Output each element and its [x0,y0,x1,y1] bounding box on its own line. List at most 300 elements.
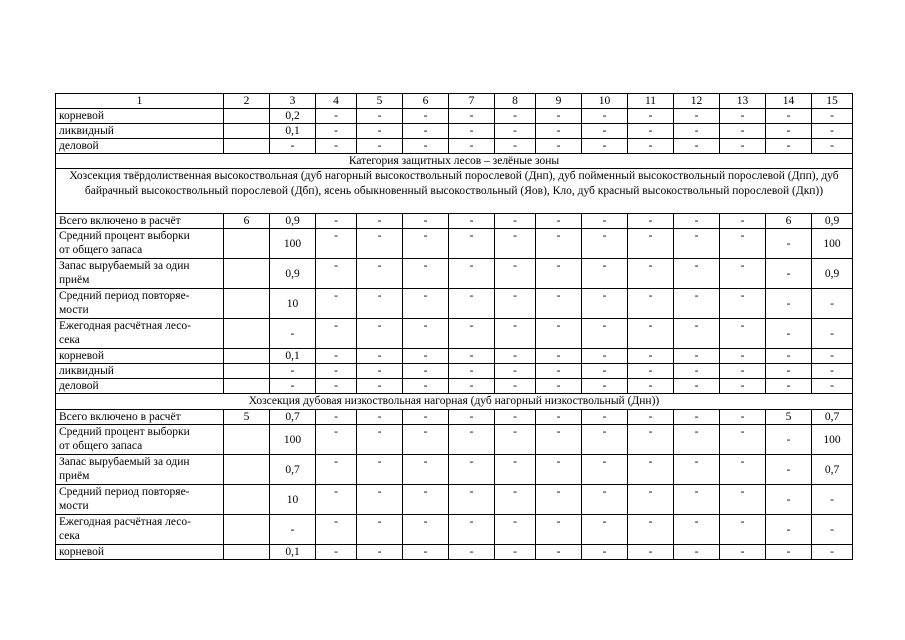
column-header: 9 [536,94,582,109]
table-cell: - [357,485,403,515]
table-cell: - [674,229,720,259]
table-cell: - [316,109,357,124]
table-cell: - [316,515,357,545]
table-cell: - [628,349,674,364]
table-cell: - [495,259,536,289]
table-cell: - [357,545,403,560]
cell-col2 [224,259,270,289]
table-cell: - [403,139,449,154]
column-header: 13 [720,94,766,109]
table-row [56,379,853,394]
row-label-line: приём [59,274,90,286]
row-label [56,259,224,289]
table-cell: - [720,109,766,124]
table-cell: - [495,515,536,545]
table-cell: - [316,425,357,455]
row-label [56,229,224,259]
cell-col2 [224,379,270,394]
table-cell: - [357,349,403,364]
cell-col14: - [766,349,812,364]
cell-col3: 0,9 [270,214,316,229]
table-cell: - [720,319,766,349]
table-cell: - [403,124,449,139]
table-cell: - [582,349,628,364]
table-cell: - [536,410,582,425]
cell-col15: 0,9 [812,259,853,289]
table-cell: - [316,349,357,364]
table-cell: - [720,364,766,379]
cell-col15: - [812,289,853,319]
table-cell: - [536,425,582,455]
table-cell: - [674,515,720,545]
table-cell: - [812,124,853,139]
table-cell: - [495,109,536,124]
table-cell: - [495,349,536,364]
table-cell: - [628,379,674,394]
table-row [56,455,853,485]
table-cell: - [403,109,449,124]
table-cell: - [403,515,449,545]
table-row [56,545,853,560]
table-cell: - [766,124,812,139]
table-cell: - [628,229,674,259]
table-cell: - [536,214,582,229]
table-cell: - [674,109,720,124]
cell-col2 [224,485,270,515]
table-cell: - [316,124,357,139]
cell-col3: 0,7 [270,410,316,425]
table-cell: - [582,379,628,394]
row-label [56,379,224,394]
table-cell: - [403,349,449,364]
cell-col14: - [766,379,812,394]
table-cell: - [316,379,357,394]
table-cell: - [357,319,403,349]
table-cell: - [628,214,674,229]
table-cell: - [449,515,495,545]
table-cell: - [536,349,582,364]
table-cell: - [449,229,495,259]
row-label-line: Всего включено в расчёт [59,215,181,227]
table-cell: - [357,410,403,425]
table-cell: - [582,109,628,124]
table-cell: - [357,139,403,154]
column-header: 2 [224,94,270,109]
table-cell: - [449,425,495,455]
row-label [56,545,224,560]
table-cell: - [449,485,495,515]
cell-col3: 100 [270,229,316,259]
row-label-line: Ежегодная расчётная лесо- [59,320,191,332]
table-cell: - [495,124,536,139]
cell-col2 [224,455,270,485]
table-cell: - [357,425,403,455]
table-cell: - [449,379,495,394]
table-cell: - [628,139,674,154]
table-cell: - [357,259,403,289]
table-cell: - [582,259,628,289]
table-cell: - [720,349,766,364]
row-label-line: Запас вырубаемый за один [59,260,190,272]
table-cell: - [582,425,628,455]
cell-col2 [224,545,270,560]
table-cell: - [674,349,720,364]
table-cell: - [628,364,674,379]
table-cell: - [449,289,495,319]
row-label-line: деловой [59,380,99,392]
table-cell: - [316,364,357,379]
row-label-line: мости [59,500,89,512]
table-cell: - [674,379,720,394]
table-cell: - [674,455,720,485]
column-header: 1 [56,94,224,109]
cell-col15: - [812,349,853,364]
table-cell: - [536,259,582,289]
column-header: 4 [316,94,357,109]
table-cell: - [628,455,674,485]
table-cell: - [628,289,674,319]
table-cell: - [357,214,403,229]
cell-col2 [224,289,270,319]
cell-col15: - [812,379,853,394]
row-label-line: от общего запаса [59,244,143,256]
table-cell: - [316,455,357,485]
table-cell: - [720,545,766,560]
cell-col14: 6 [766,214,812,229]
cell-col2 [224,109,270,124]
table-cell: - [357,229,403,259]
table-cell: - [536,485,582,515]
column-header: 5 [357,94,403,109]
table-cell: - [403,229,449,259]
table-cell: - [316,229,357,259]
table-row [56,289,853,319]
row-label [56,349,224,364]
category-row [56,154,853,169]
table-cell: - [582,455,628,485]
table-cell: - [720,455,766,485]
table-cell: - [495,455,536,485]
cell-col15: - [812,545,853,560]
cell-col3: 0,1 [270,349,316,364]
column-header: 7 [449,94,495,109]
cell-col3: 100 [270,425,316,455]
column-header: 14 [766,94,812,109]
table-cell: - [582,139,628,154]
table-cell: - [720,379,766,394]
row-label-line: Средний период повторяе- [59,486,190,498]
column-header: 15 [812,94,853,109]
cell-col14: - [766,364,812,379]
table-cell: - [536,289,582,319]
table-cell: - [674,485,720,515]
table-cell: - [403,379,449,394]
row-label [56,364,224,379]
table-row [56,364,853,379]
table-cell: - [720,410,766,425]
table-cell: - [316,485,357,515]
table-cell: - [582,124,628,139]
row-label-line: Ежегодная расчётная лесо- [59,516,191,528]
table-cell: - [357,109,403,124]
row-label-line: приём [59,470,90,482]
header-row [56,94,853,109]
table-cell: - [449,139,495,154]
table-cell: - [449,545,495,560]
cell-col2 [224,124,270,139]
table-cell: - [316,545,357,560]
table-cell: - [674,124,720,139]
cell-col2: 6 [224,214,270,229]
table-row [56,349,853,364]
cell-col14: 5 [766,410,812,425]
row-label-line: ликвидный [59,365,114,377]
table-cell: - [536,319,582,349]
table-cell: - [674,289,720,319]
column-header: 3 [270,94,316,109]
table-cell: - [449,109,495,124]
table-cell: - [674,319,720,349]
table-cell: - [720,214,766,229]
row-label-line: корневой [59,546,105,558]
table-cell: - [720,139,766,154]
cell-col14: - [766,259,812,289]
cell-col14: - [766,319,812,349]
column-header: 12 [674,94,720,109]
cell-col3: - [270,379,316,394]
row-label-line: Средний процент выборки [59,426,190,438]
table-cell: - [536,379,582,394]
table-cell: - [582,214,628,229]
table-cell: - [536,139,582,154]
cell-col15: 100 [812,229,853,259]
section-title-row [56,169,853,214]
table-cell: - [495,485,536,515]
table-cell: - [495,289,536,319]
cell-col2 [224,139,270,154]
table-cell: - [628,425,674,455]
table-cell: - [582,319,628,349]
row-label-line: мости [59,304,89,316]
table-row [56,410,853,425]
cell-col15: 100 [812,425,853,455]
column-header: 8 [495,94,536,109]
row-label-line: Всего включено в расчёт [59,411,181,423]
table-cell: - [403,289,449,319]
cell-col2 [224,515,270,545]
table-cell: - [628,545,674,560]
table-cell: - [720,425,766,455]
table-cell: - [674,259,720,289]
table-cell: - [628,485,674,515]
forest-calculation-table [55,93,853,560]
cell-col3: 0,9 [270,259,316,289]
column-header: 6 [403,94,449,109]
table-cell: - [403,485,449,515]
table-cell: - [403,364,449,379]
row-label: деловой [56,139,224,154]
row-label-line: от общего запаса [59,440,143,452]
row-label-line: сека [59,334,80,346]
table-cell: - [403,425,449,455]
cell-col14: - [766,485,812,515]
table-cell: - [536,229,582,259]
table-row [56,259,853,289]
cell-col3: - [270,319,316,349]
table-cell: - [674,545,720,560]
column-header: 11 [628,94,674,109]
row-label [56,455,224,485]
cell-col14: - [766,425,812,455]
table-row [56,214,853,229]
cell-col2 [224,319,270,349]
table-cell: - [628,124,674,139]
table-cell: - [449,364,495,379]
table-cell: - [403,545,449,560]
table-cell: - [495,364,536,379]
row-label [56,214,224,229]
row-label-line: Запас вырубаемый за один [59,456,190,468]
table-cell: - [357,379,403,394]
cell-col3: 0,2 [270,109,316,124]
table-cell: - [403,319,449,349]
table-cell: - [536,455,582,485]
table-row [56,319,853,349]
cell-col14: - [766,455,812,485]
table-cell: - [357,515,403,545]
cell-col15: 0,7 [812,410,853,425]
row-label [56,425,224,455]
table-cell: - [812,139,853,154]
table-cell: - [316,319,357,349]
row-label-line: сека [59,530,80,542]
section-title-row [56,394,853,410]
row-label [56,485,224,515]
table-cell: - [766,109,812,124]
table-cell: - [720,259,766,289]
cell-col3: - [270,364,316,379]
table-cell: - [628,515,674,545]
cell-col3: - [270,139,316,154]
row-label [56,289,224,319]
category-title: Категория защитных лесов – зелёные зоны [56,154,853,169]
table-cell: - [357,364,403,379]
cell-col3: 0,1 [270,124,316,139]
cell-col15: - [812,515,853,545]
table-cell: - [403,410,449,425]
table-row [56,485,853,515]
table-cell: - [582,229,628,259]
row-label [56,319,224,349]
table-row [56,229,853,259]
table-cell: - [495,379,536,394]
column-header: 10 [582,94,628,109]
cell-col3: - [270,515,316,545]
table-cell: - [674,425,720,455]
table-cell: - [720,485,766,515]
row-label [56,515,224,545]
table-cell: - [403,455,449,485]
table-cell: - [628,109,674,124]
table-cell: - [316,139,357,154]
table-cell: - [495,319,536,349]
cell-col2 [224,425,270,455]
cell-col14: - [766,545,812,560]
cell-col15: - [812,485,853,515]
table-cell: - [720,124,766,139]
cell-col15: - [812,319,853,349]
table-cell: - [720,289,766,319]
table-cell: - [674,139,720,154]
table-cell: - [495,425,536,455]
table-cell: - [495,139,536,154]
cell-col2 [224,349,270,364]
table-row [56,109,853,124]
table-cell: - [357,455,403,485]
table-cell: - [628,319,674,349]
cell-col15: - [812,364,853,379]
table-cell: - [720,515,766,545]
table-cell: - [674,214,720,229]
table-cell: - [449,410,495,425]
cell-col14: - [766,289,812,319]
table-cell: - [403,214,449,229]
row-label [56,410,224,425]
table-cell: - [582,364,628,379]
table-cell: - [628,410,674,425]
table-cell: - [674,410,720,425]
table-cell: - [357,289,403,319]
table-cell: - [449,349,495,364]
table-cell: - [536,515,582,545]
cell-col2: 5 [224,410,270,425]
cell-col14: - [766,229,812,259]
section-title: Хозсекция твёрдолиственная высокоствольная (дуб нагорный высокоствольный порослевой (Днп), дуб пойменный высокоствольный порослевой (Дпп), дуб байрачный высокоствольный порослевой (Дбп), ясень обыкновенный высокоствольный (Яов), Кло, дуб красный высокоствольный порослевой (Дкп)) [56,169,853,214]
table-cell: - [766,139,812,154]
table-row [56,139,853,154]
table-cell: - [495,229,536,259]
table-cell: - [357,124,403,139]
table-cell: - [495,214,536,229]
table-cell: - [316,289,357,319]
cell-col3: 0,1 [270,545,316,560]
table-row [56,124,853,139]
cell-col3: 0,7 [270,455,316,485]
row-label-line: Средний процент выборки [59,230,190,242]
table-cell: - [316,410,357,425]
table-cell: - [582,515,628,545]
cell-col3: 10 [270,289,316,319]
table-cell: - [316,214,357,229]
cell-col3: 10 [270,485,316,515]
row-label: ликвидный [56,124,224,139]
section-title: Хозсекция дубовая низкоствольная нагорная (дуб нагорный низкоствольный (Днн)) [56,394,853,410]
table-cell: - [495,410,536,425]
table-cell: - [582,289,628,319]
table-cell: - [720,229,766,259]
cell-col15: 0,9 [812,214,853,229]
table-cell: - [582,485,628,515]
table-cell: - [536,545,582,560]
table-row [56,515,853,545]
cell-col2 [224,229,270,259]
table-cell: - [449,259,495,289]
table-cell: - [628,259,674,289]
row-label-line: Средний период повторяе- [59,290,190,302]
table-cell: - [536,124,582,139]
row-label: корневой [56,109,224,124]
table-cell: - [316,259,357,289]
